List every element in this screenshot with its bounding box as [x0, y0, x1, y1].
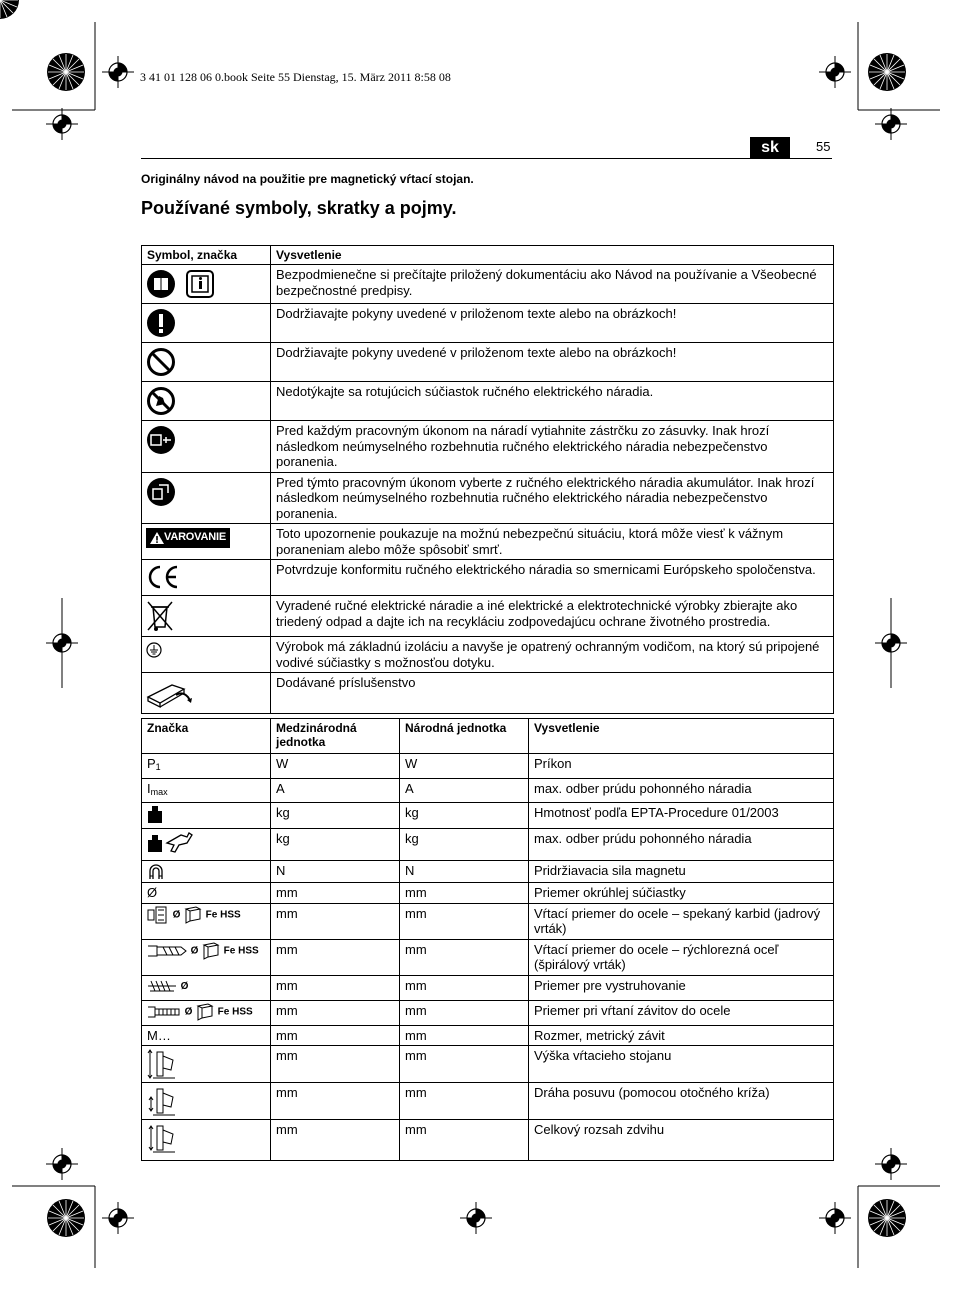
tap-icon — [147, 1005, 181, 1019]
table-row — [142, 1000, 834, 1025]
unit-explanation: Výška vŕtacieho stojanu — [529, 1046, 834, 1083]
symbol-explanation: Toto upozornenie poukazuje na možnú nebezpečnú situáciu, ktorá môže viesť k vážnym poraneniam alebo môže spôsobiť smrť. — [271, 524, 834, 560]
intl-unit: N — [271, 861, 400, 883]
symbol-explanation: Bezpodmienečne si prečítajte priložený dokumentáciu ako Návod na používanie a Všeobecné bezpečnostné predpisy. — [271, 265, 834, 304]
diameter-symbol: Ø — [184, 1005, 193, 1017]
feed-travel-icon — [147, 1085, 177, 1117]
intl-unit: A — [271, 778, 400, 803]
symbol-explanation: Pred každým pracovným úkonom na náradí vytiahnite zástrčku zo zásuvky. Inak hrozí následkom neúmyselného rozbehnutia ručného elektrického náradia nebezpečenstvo poranenia. — [271, 421, 834, 473]
core-drill-icon — [147, 906, 169, 924]
intl-unit: mm — [271, 1000, 400, 1025]
unit-explanation: Vŕtací priemer do ocele – spekaný karbid (jadrový vrták) — [529, 903, 834, 939]
units-table — [141, 718, 834, 1161]
document-subtitle: Originálny návod na použitie pre magnetický vŕtací stojan. — [141, 172, 474, 186]
table-row — [142, 861, 834, 883]
table-row — [142, 472, 834, 524]
table-row — [142, 421, 834, 473]
table-row — [142, 883, 834, 904]
nat-unit: kg — [400, 803, 529, 829]
weight-icon — [147, 805, 163, 823]
no-touch-rotating-icon — [146, 386, 176, 416]
magnet-icon — [147, 864, 165, 880]
table-row — [142, 829, 834, 861]
ce-mark-icon — [146, 564, 180, 590]
intl-unit: mm — [271, 939, 400, 975]
weight-with-drill-icon — [147, 831, 193, 853]
table-row — [142, 560, 834, 596]
material-label: Fe HSS — [217, 1005, 253, 1017]
symbol-explanation: Pred týmto pracovným úkonom vyberte z ručného elektrického náradia akumulátor. Inak hrozí následkom neúmyselného rozbehnutia ručného elektrického náradia nebezpečenstvo poranenia. — [271, 472, 834, 524]
nat-unit: mm — [400, 1120, 529, 1161]
table-row — [142, 673, 834, 714]
symbols-table — [141, 245, 834, 714]
table-row — [142, 1025, 834, 1046]
unit-explanation: max. odber prúdu pohonného náradia — [529, 778, 834, 803]
section-title: Používané symboly, skratky a pojmy. — [141, 198, 457, 218]
nat-unit: mm — [400, 1046, 529, 1083]
intl-unit: mm — [271, 1120, 400, 1161]
unit-explanation: Dráha posuvu (pomocou otočného kríža) — [529, 1083, 834, 1120]
header-explanation: Vysvetlenie — [529, 719, 834, 754]
nat-unit: mm — [400, 1025, 529, 1046]
table-row — [142, 803, 834, 829]
table-row — [142, 939, 834, 975]
table-row — [142, 382, 834, 421]
units-table-header — [142, 719, 834, 754]
symbol-explanation: Potvrdzuje konformitu ručného elektrického náradia so smernicami Európskeho spoločenstva. — [271, 560, 834, 596]
intl-unit: W — [271, 754, 400, 779]
material-label: Fe HSS — [223, 944, 259, 956]
nat-unit: mm — [400, 975, 529, 1000]
stroke-range-icon — [147, 1122, 177, 1154]
unit-explanation: Priemer pri vŕtaní závitov do ocele — [529, 1000, 834, 1025]
unit-explanation: Rozmer, metrický závit — [529, 1025, 834, 1046]
intl-unit: mm — [271, 1025, 400, 1046]
material-label: Fe HSS — [205, 908, 241, 920]
table-row — [142, 1046, 834, 1083]
nat-unit: A — [400, 778, 529, 803]
table-row — [142, 754, 834, 779]
diameter-symbol: Ø — [180, 980, 189, 992]
unit-explanation: Pridržiavacia sila magnetu — [529, 861, 834, 883]
page-number: 55 — [816, 139, 831, 154]
mandatory-exclamation-icon — [146, 308, 176, 338]
steel-profile-icon — [202, 942, 220, 960]
unit-explanation: Celkový rozsah zdvihu — [529, 1120, 834, 1161]
symbol-explanation: Dodržiavajte pokyny uvedené v priloženom texte alebo na obrázkoch! — [271, 304, 834, 343]
header-symbol: Symbol, značka — [142, 246, 271, 265]
table-row — [142, 778, 834, 803]
unplug-icon — [146, 425, 176, 455]
unit-symbol: Ø — [142, 883, 271, 904]
table-row — [142, 975, 834, 1000]
read-manual-icon — [146, 269, 176, 299]
symbol-explanation: Nedotýkajte sa rotujúcich súčiastok ručného elektrického náradia. — [271, 382, 834, 421]
stand-height-icon — [147, 1048, 177, 1080]
book-info-line: 3 41 01 128 06 0.book Seite 55 Dienstag, 15. März 2011 8:58 08 — [140, 70, 451, 84]
steel-profile-icon — [196, 1003, 214, 1021]
intl-unit: mm — [271, 903, 400, 939]
table-row — [142, 903, 834, 939]
remove-battery-icon — [146, 477, 176, 507]
unit-symbol: M… — [142, 1025, 271, 1046]
nat-unit: N — [400, 861, 529, 883]
table-row — [142, 524, 834, 560]
nat-unit: mm — [400, 939, 529, 975]
table-row — [142, 304, 834, 343]
intl-unit: kg — [271, 803, 400, 829]
warning-label — [146, 528, 230, 548]
header-explanation: Vysvetlenie — [271, 246, 834, 265]
language-badge: sk — [750, 137, 790, 158]
nat-unit: mm — [400, 1083, 529, 1120]
intl-unit: mm — [271, 883, 400, 904]
twist-drill-icon — [147, 944, 187, 958]
symbol-explanation: Výrobok má základnú izoláciu a navyše je opatrený ochranným vodičom, na ktorý sú pripojené vodivé súčiastky s možnosťou dotyku. — [271, 637, 834, 673]
warning-triangle-icon — [150, 532, 164, 544]
unit-symbol-subscript: max — [150, 786, 168, 797]
symbol-explanation: Dodávané príslušenstvo — [271, 673, 834, 714]
nat-unit: kg — [400, 829, 529, 861]
table-row — [142, 596, 834, 637]
nat-unit: mm — [400, 903, 529, 939]
table-row — [142, 265, 834, 304]
nat-unit: W — [400, 754, 529, 779]
header-intl-unit: Medzinárodná jednotka — [271, 719, 400, 754]
document-info-icon — [186, 270, 214, 298]
table-row — [142, 637, 834, 673]
table-row — [142, 1083, 834, 1120]
unit-explanation: max. odber prúdu pohonného náradia — [529, 829, 834, 861]
table-row — [142, 343, 834, 382]
table-row — [142, 1120, 834, 1161]
unit-symbol: P — [147, 756, 156, 771]
diameter-symbol: Ø — [172, 908, 181, 920]
accessory-case-icon — [146, 677, 194, 709]
header-nat-unit: Národná jednotka — [400, 719, 529, 754]
unit-symbol-subscript: 1 — [155, 762, 161, 772]
unit-explanation: Priemer okrúhlej súčiastky — [529, 883, 834, 904]
nat-unit: mm — [400, 1000, 529, 1025]
diameter-symbol: Ø — [190, 944, 199, 956]
prohibition-icon — [146, 347, 176, 377]
unit-symbol: I — [147, 780, 151, 796]
protective-earth-icon — [146, 642, 162, 658]
symbols-table-header — [142, 246, 834, 265]
unit-explanation: Príkon — [529, 754, 834, 779]
symbol-explanation: Dodržiavajte pokyny uvedené v priloženom texte alebo na obrázkoch! — [271, 343, 834, 382]
symbol-explanation: Vyradené ručné elektrické náradie a iné elektrické a elektrotechnické výrobky zbierajte ako triedený odpad a dajte ich na recykláciu zodpovedajúcu ochrane životného prostredia. — [271, 596, 834, 637]
header-mark: Značka — [142, 719, 271, 754]
unit-explanation: Vŕtací priemer do ocele – rýchlorezná oceľ (špirálový vrták) — [529, 939, 834, 975]
nat-unit: mm — [400, 883, 529, 904]
intl-unit: mm — [271, 1083, 400, 1120]
unit-explanation: Hmotnosť podľa EPTA-Procedure 01/2003 — [529, 803, 834, 829]
intl-unit: kg — [271, 829, 400, 861]
unit-explanation: Priemer pre vystruhovanie — [529, 975, 834, 1000]
steel-profile-icon — [184, 906, 202, 924]
header-rule — [141, 158, 832, 159]
warning-label-text: VAROVANIE — [164, 531, 226, 543]
weee-bin-icon — [146, 600, 174, 632]
intl-unit: mm — [271, 975, 400, 1000]
intl-unit: mm — [271, 1046, 400, 1083]
reamer-icon — [147, 979, 177, 993]
